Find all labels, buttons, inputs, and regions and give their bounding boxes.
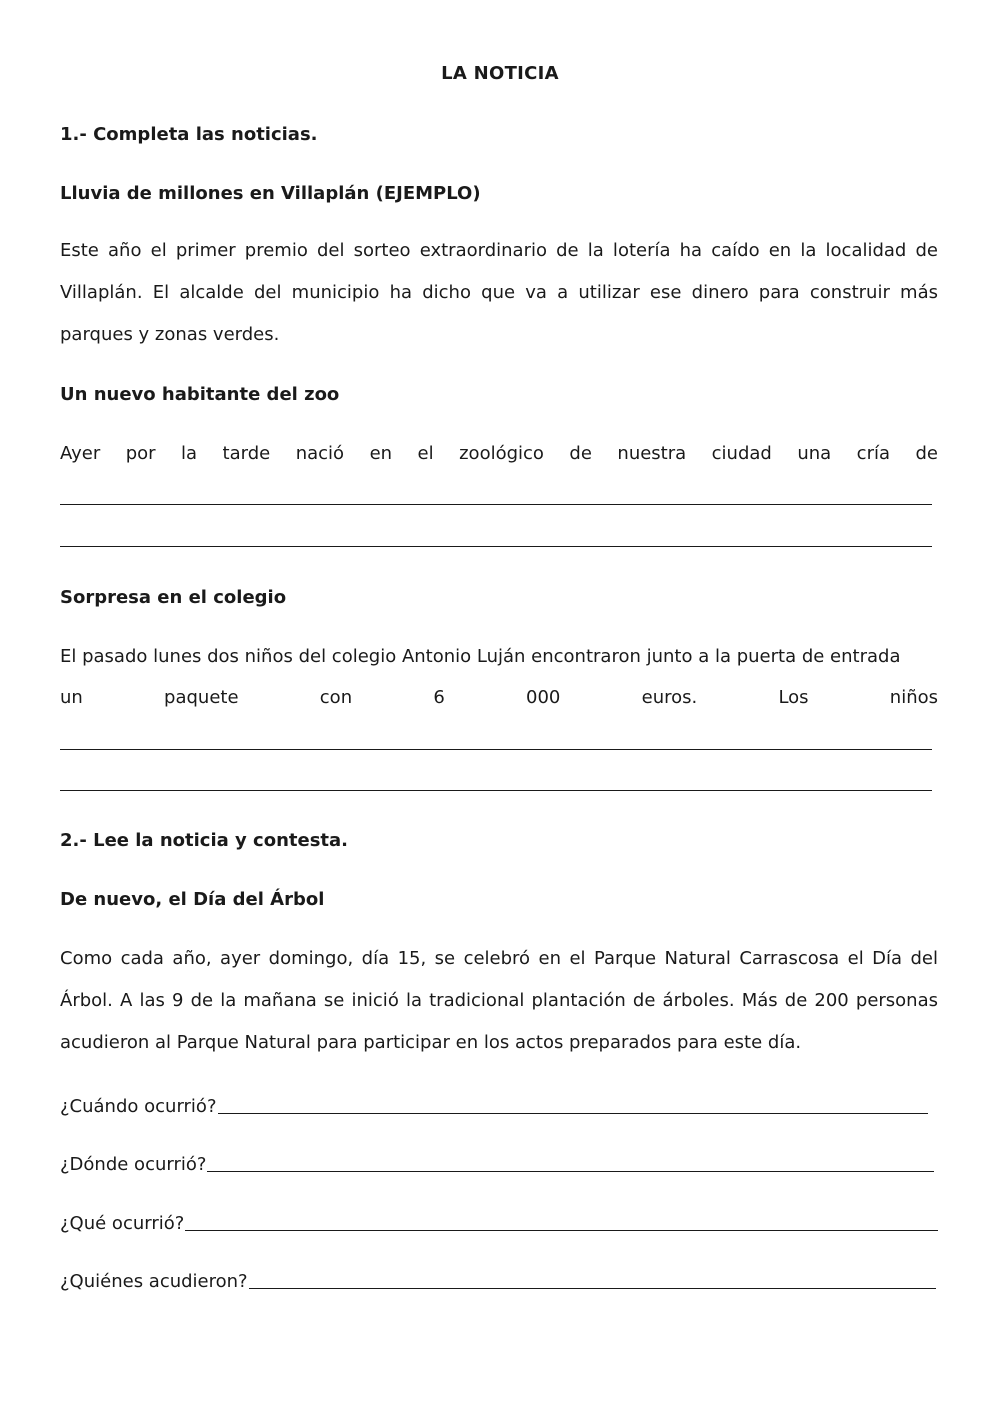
question-label: ¿Dónde ocurrió?: [60, 1154, 207, 1175]
question-que: [60, 1209, 938, 1235]
zoo-body: Ayer por la tarde nació en el zoológico de nuestra ciudad una cría de: [60, 443, 938, 464]
question-quienes: [60, 1267, 938, 1293]
question-label: ¿Quiénes acudieron?: [60, 1271, 248, 1292]
answer-blank[interactable]: [218, 1113, 929, 1114]
zoo-answer-line[interactable]: [60, 546, 932, 547]
arbol-body: Como cada año, ayer domingo, día 15, se celebró en el Parque Natural Carrascosa el Día del Árbol. A las 9 de la mañana se inició la tradicional plantación de árboles. Más de 200 personas acudieron al Parque Natural para participar en los actos preparados para este día.: [60, 948, 938, 1053]
example-headline: Lluvia de millones en Villaplán (EJEMPLO): [60, 183, 481, 204]
question-label: ¿Cuándo ocurrió?: [60, 1096, 217, 1117]
answer-blank[interactable]: [207, 1171, 934, 1172]
question-donde: [60, 1150, 938, 1176]
colegio-answer-line[interactable]: [60, 790, 932, 791]
colegio-body-line-2: un paquete con 6 000 euros. Los niños: [60, 687, 938, 708]
colegio-headline: Sorpresa en el colegio: [60, 587, 287, 608]
section-1-heading: 1.- Completa las noticias.: [60, 124, 318, 145]
question-label: ¿Qué ocurrió?: [60, 1213, 185, 1234]
answer-blank[interactable]: [185, 1230, 938, 1231]
question-cuando: [60, 1092, 938, 1118]
colegio-answer-line[interactable]: [60, 749, 932, 750]
zoo-answer-line[interactable]: [60, 504, 932, 505]
section-2-heading: 2.- Lee la noticia y contesta.: [60, 830, 349, 851]
page-title: LA NOTICIA: [441, 63, 559, 84]
answer-blank[interactable]: [249, 1288, 936, 1289]
colegio-body-line-1: El pasado lunes dos niños del colegio Antonio Luján encontraron junto a la puerta de entrada: [60, 646, 901, 667]
example-body: Este año el primer premio del sorteo extraordinario de la lotería ha caído en la localidad de Villaplán. El alcalde del municipio ha dicho que va a utilizar ese dinero para construir más parques y zonas verdes.: [60, 240, 938, 345]
arbol-headline: De nuevo, el Día del Árbol: [60, 889, 325, 910]
zoo-headline: Un nuevo habitante del zoo: [60, 384, 340, 405]
